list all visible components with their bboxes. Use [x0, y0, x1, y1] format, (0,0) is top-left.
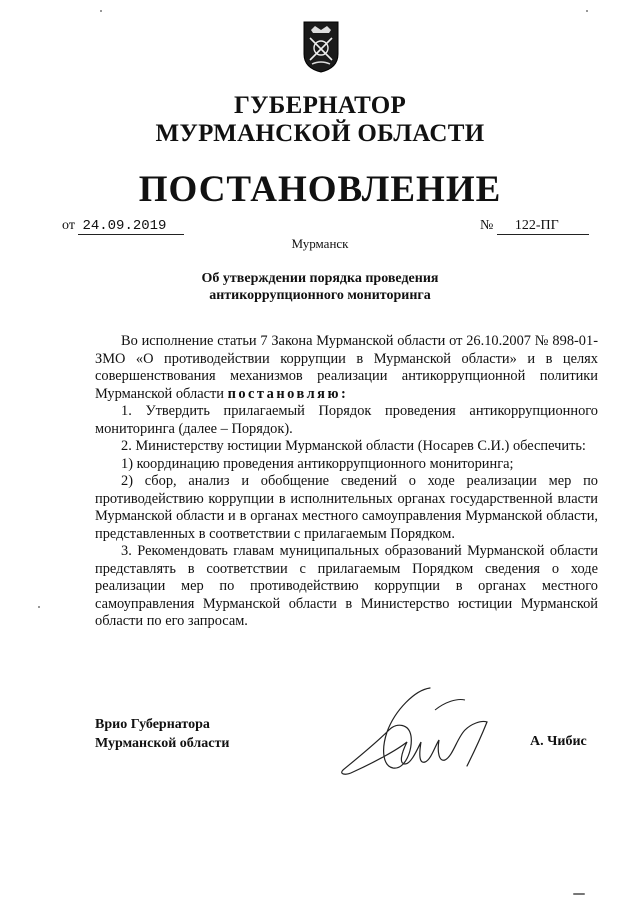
- scan-speck: [100, 10, 102, 12]
- item-3: 3. Рекомендовать главам муниципальных образований Мурманской области представлять в соответствии с прилагаемым Порядком сведения о ходе реализации мер по противодействию коррупции в органах местного самоуправления Мурманской области в Министерство юстиции Мурманской области по его запросам.: [95, 543, 598, 629]
- scan-speck: [38, 606, 40, 608]
- item-2-2: 2) сбор, анализ и обобщение сведений о ходе реализации мер по противодействию коррупции в исполнительных органах государственной власти Мурманской области и в органах местного самоуправления Мурманской области, представленных в соответствии с прилагаемым Порядком.: [95, 473, 598, 542]
- issuer-title-line1: ГУБЕРНАТОР: [233, 92, 407, 119]
- signatory-title: [95, 715, 229, 753]
- item-2-1: 1) координацию проведения антикоррупционного мониторинга;: [121, 455, 514, 472]
- document-type-title: ПОСТАНОВЛЕНИЕ: [138, 169, 502, 210]
- signatory-name: А. Чибис: [530, 734, 587, 749]
- document-date: 24.09.2019: [78, 218, 184, 235]
- date-prefix: от: [62, 218, 75, 233]
- signatory-title-line2: Мурманской области: [95, 736, 230, 751]
- number-prefix: №: [480, 218, 494, 233]
- date-line: [62, 218, 184, 235]
- item-1: 1. Утвердить прилагаемый Порядок проведения антикоррупционного мониторинга (далее – Порядок).: [95, 403, 598, 437]
- document-body: [95, 333, 598, 631]
- intro-paragraph: [95, 333, 598, 403]
- document-number: 122-ПГ: [497, 218, 589, 235]
- document-subject: [0, 270, 640, 304]
- subject-line2: антикоррупционного мониторинга: [209, 288, 431, 303]
- scan-speck: [586, 10, 588, 12]
- item-2: 2. Министерству юстиции Мурманской области (Носарев С.И.) обеспечить:: [121, 438, 586, 454]
- number-line: [480, 218, 589, 235]
- intro-text: Во исполнение статьи 7 Закона Мурманской области от 26.10.2007 № 898-01-ЗМО «О противодействии коррупции в Мурманской области» и в целях совершенствования механизмов реализации антикоррупционной политики Мурманской области: [95, 333, 598, 402]
- handwritten-signature: [335, 680, 515, 790]
- city-name: Мурманск: [291, 236, 349, 251]
- decree-word: постановляю:: [227, 385, 349, 402]
- subject-line1: Об утверждении порядка проведения: [201, 271, 439, 286]
- coat-of-arms-icon: [302, 20, 340, 74]
- issuer-title-line2: МУРМАНСКОЙ ОБЛАСТИ: [155, 120, 485, 147]
- signatory-title-line1: Врио Губернатора: [95, 717, 210, 732]
- scan-speck: [573, 893, 585, 895]
